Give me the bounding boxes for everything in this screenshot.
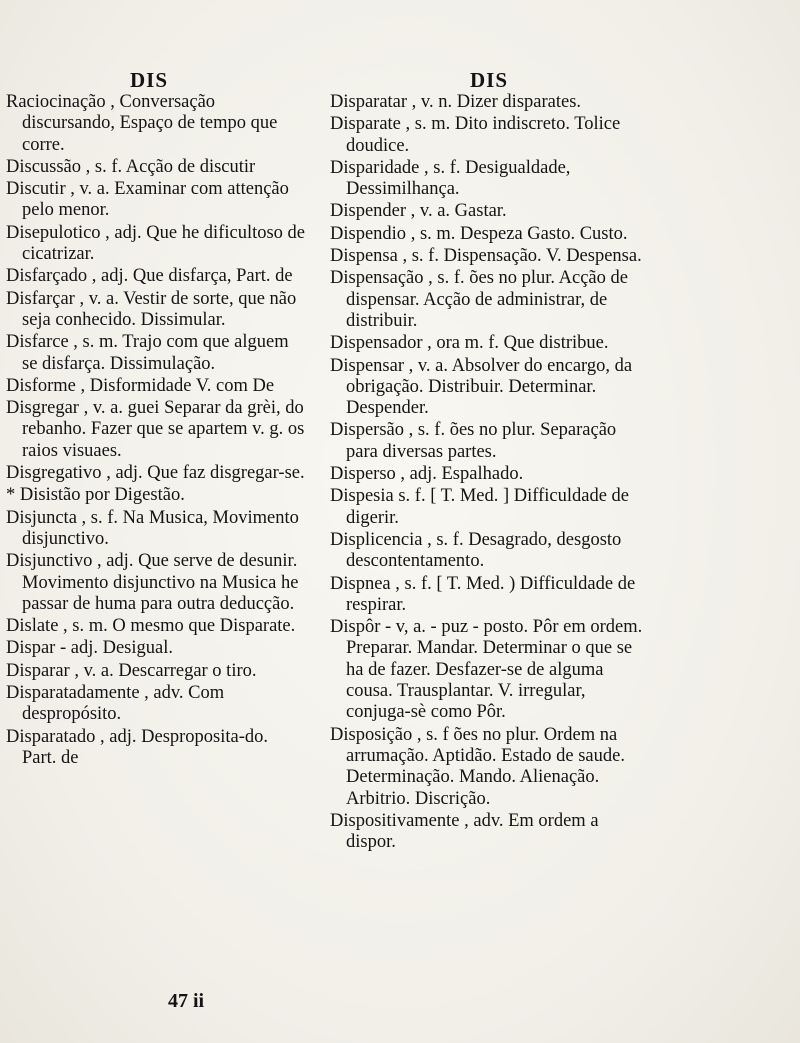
entry-headword: Disparatadamente — [6, 683, 140, 704]
entry-headword: Disfarce — [6, 332, 69, 353]
entry-definition: s. f. [ T. Med. ] Difficuldade de digerir. — [346, 486, 630, 528]
entry-definition: , adj. Desproposita-do. Part. de — [22, 726, 269, 768]
dictionary-entry — [6, 92, 306, 156]
entry-definition: , s. m. Dito indiscreto. Tolice doudice. — [346, 114, 621, 156]
dictionary-entry — [330, 811, 652, 854]
entry-definition: , Conversação discursando, Espaço de tempo que corre. — [22, 92, 278, 155]
dictionary-entry — [330, 158, 652, 201]
dictionary-entry — [330, 333, 652, 354]
dictionary-entry — [330, 530, 652, 573]
entry-definition: , s. f. [ T. Med. ) Difficuldade de respirar. — [346, 573, 636, 615]
entry-definition: , s. f. ões no plur. Separação para diversas partes. — [346, 420, 617, 462]
entry-definition: , adj. Que serve de desunir. Movimento disjunctivo na Musica he passar de huma para outra deducção. — [22, 551, 299, 614]
dictionary-entry — [6, 223, 306, 266]
entry-definition: , adj. Que faz disgregar-se. — [106, 463, 305, 484]
entry-definition: , s. m. Despeza Gasto. Custo. — [410, 223, 628, 244]
entry-definition: , s. f. Desagrado, desgosto descontentamento. — [346, 529, 622, 572]
entry-definition: , s. f. Na Musica, Movimento disjunctivo. — [22, 507, 299, 549]
entry-definition: , v. a. guei Separar da grèi, do rebanho. Fazer que se apartem v. g. os raios visuaes. — [22, 398, 305, 461]
entry-headword: Disgregar — [6, 398, 79, 419]
right-running-head: DIS — [470, 68, 509, 92]
entry-headword: Raciocinação — [6, 92, 106, 112]
entry-headword: * Disistão — [6, 485, 81, 506]
entry-definition: - v, a. - puz - posto. Pôr em ordem. Preparar. Mandar. Determinar o que se ha de fazer. Desfazer-se de alguma cousa. Trausplantar. V. irregular, conjuga-sè como Pôr. — [346, 617, 643, 723]
entry-headword: Disparatado — [6, 726, 96, 747]
dictionary-entry — [330, 464, 652, 485]
dictionary-entry — [330, 356, 652, 420]
dictionary-entry — [330, 268, 652, 332]
entry-headword: Discutir — [6, 179, 66, 200]
dictionary-entry — [6, 398, 306, 462]
left-column — [6, 92, 306, 770]
dictionary-entry — [6, 463, 306, 484]
entry-headword: Disfarçar — [6, 288, 75, 309]
entry-definition: , v. a. Absolver do encargo, da obrigação. Distribuir. Determinar. Despender. — [346, 355, 633, 419]
entry-headword: Disparatar — [330, 92, 408, 112]
dictionary-entry — [6, 157, 306, 178]
entry-headword: Dispôr — [330, 617, 381, 638]
left-running-head: DIS — [130, 68, 169, 92]
entry-definition: , adj. Espalhado. — [400, 464, 524, 485]
entry-definition: , ora m. f. Que distribue. — [427, 333, 609, 354]
dictionary-entry — [6, 616, 306, 637]
entry-headword: Disjunctivo — [6, 551, 93, 572]
dictionary-entry — [6, 727, 306, 770]
entry-definition: por Digestão. — [85, 485, 185, 506]
entry-headword: Disjuncta — [6, 507, 77, 528]
dictionary-entry — [6, 485, 306, 506]
entry-headword: Dispersão — [330, 420, 404, 441]
dictionary-entry — [6, 179, 306, 222]
dictionary-entry — [6, 376, 306, 397]
entry-headword: Dispender — [330, 201, 407, 222]
entry-headword: Disepulotico — [6, 222, 101, 243]
dictionary-entry — [330, 114, 652, 157]
dictionary-entry — [330, 246, 652, 267]
dictionary-entry — [330, 574, 652, 617]
entry-headword: Disparidade — [330, 157, 420, 178]
dictionary-entry — [330, 420, 652, 463]
entry-definition: , s. f. ões no plur. Acção de dispensar. Acção de administrar, de distribuir. — [346, 268, 628, 331]
entry-headword: Dispensador — [330, 333, 423, 354]
entry-headword: Disparate — [330, 114, 401, 135]
entry-definition: , s. f. Acção de discutir — [85, 156, 256, 177]
entry-headword: Disposição — [330, 724, 413, 745]
entry-headword: Dispar — [6, 638, 56, 659]
entry-headword: Disperso — [330, 464, 396, 485]
entry-definition: , adj. Que disfarça, Part. de — [91, 266, 293, 287]
entry-headword: Displicencia — [330, 529, 423, 550]
dictionary-entry — [6, 289, 306, 332]
entry-definition: , s. f. Dispensação. V. Despensa. — [402, 246, 642, 267]
dictionary-entry — [330, 92, 652, 113]
right-column — [330, 92, 652, 854]
entry-headword: Dispnea — [330, 573, 391, 594]
entry-headword: Disgregativo — [6, 463, 102, 484]
dictionary-entry — [330, 486, 652, 529]
dictionary-entry — [6, 661, 306, 682]
dictionary-entry — [6, 638, 306, 659]
entry-definition: , v. a. Vestir de sorte, que não seja conhecido. Dissimular. — [22, 288, 297, 330]
entry-headword: Dispensar — [330, 355, 404, 376]
entry-headword: Disfarçado — [6, 266, 88, 287]
entry-definition: , s. f ões no plur. Ordem na arrumação. Aptidão. Estado de saude. Determinação. Mando. Alienação. Arbitrio. Discrição. — [346, 724, 625, 809]
dictionary-entry — [330, 617, 652, 723]
entry-headword: Disparar — [6, 660, 70, 681]
entry-definition: , Disformidade V. com De — [80, 375, 275, 396]
entry-definition: , adj. Que he dificultoso de cicatrizar. — [22, 222, 306, 265]
dictionary-entry — [6, 332, 306, 375]
dictionary-entry — [6, 551, 306, 615]
entry-definition: - adj. Desigual. — [59, 638, 173, 659]
entry-definition: , v. a. Gastar. — [410, 201, 507, 222]
entry-definition: , v. n. Dizer disparates. — [411, 92, 582, 112]
entry-definition: , v. a. Examinar com attenção pelo menor. — [22, 179, 289, 221]
entry-headword: Disforme — [6, 375, 76, 396]
entry-headword: Dispositivamente — [330, 810, 460, 831]
dictionary-entry — [330, 224, 652, 245]
dictionary-entry — [6, 683, 306, 726]
entry-definition: , s. m. O mesmo que Disparate. — [63, 616, 296, 637]
page-folio: 47 ii — [168, 990, 205, 1012]
entry-definition: , v. a. Descarregar o tiro. — [74, 660, 257, 681]
dictionary-entry — [330, 725, 652, 810]
entry-headword: Dispensa — [330, 246, 398, 267]
entry-headword: Discussão — [6, 156, 82, 177]
entry-definition: , adv. Com despropósito. — [22, 683, 225, 725]
dictionary-entry — [6, 508, 306, 551]
dictionary-entry — [6, 266, 306, 287]
entry-definition: , s. f. Desigualdade, Dessimilhança. — [346, 157, 571, 200]
entry-headword: Dispendio — [330, 223, 407, 244]
entry-headword: Dispensação — [330, 268, 424, 289]
entry-definition: , s. m. Trajo com que alguem se disfarça. Dissimulação. — [22, 332, 289, 374]
entry-headword: Dispesia — [330, 486, 394, 507]
entry-definition: , adv. Em ordem a dispor. — [346, 810, 599, 853]
dictionary-entry — [330, 201, 652, 222]
entry-headword: Dislate — [6, 616, 59, 637]
